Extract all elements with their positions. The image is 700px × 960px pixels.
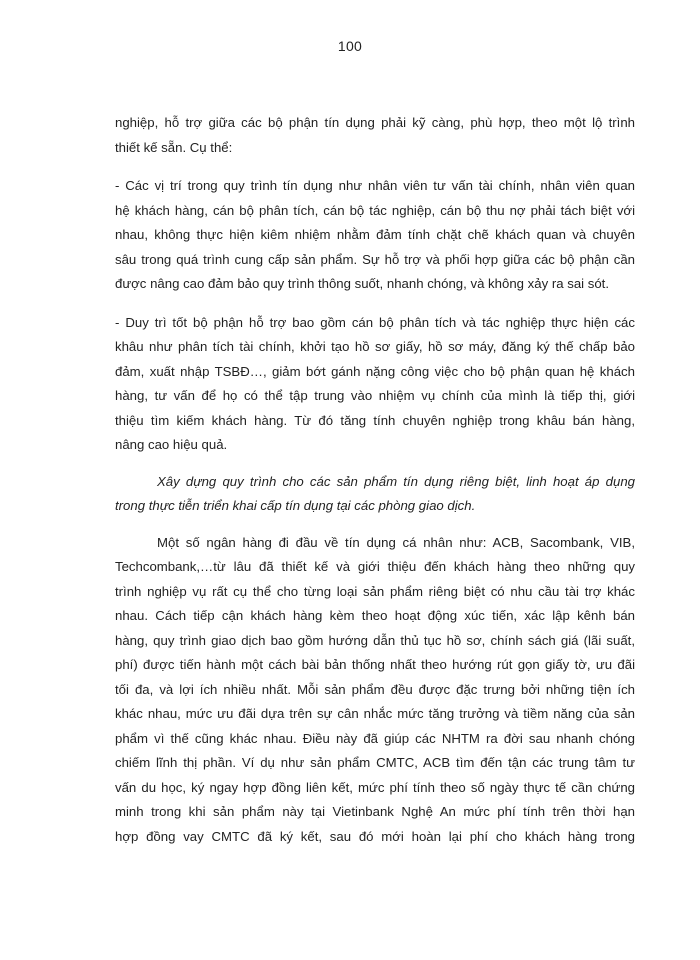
text-line: sâu trong quá trình cung cấp sản phẩm. Sự hỗ trợ và phối hợp giữa các bộ phận cần xyxy=(115,251,635,267)
text-line: phẩm vì thế cũng khác nhau. Điều này đã giúp các NHTM ra đời sau nhanh chóng xyxy=(115,730,635,746)
text-line: chiếm lĩnh thị phần. Ví dụ như sản phẩm CMTC, ACB tìm đến tận các trung tâm tư xyxy=(115,755,635,770)
page-number: 100 xyxy=(337,38,363,54)
paragraph-gap xyxy=(115,297,635,311)
text-line: minh trong khi sản phẩm này tại Vietinbank Nghệ An mức phí tính trên thời hạn xyxy=(115,804,635,819)
text-line: nhau. Cách tiếp cận khách hàng kèm theo hoạt động xúc tiến, xác lập kênh bán xyxy=(115,608,635,623)
text-line: thiết kế sẵn. Cụ thể: xyxy=(115,139,233,155)
text-line: hợp đồng vay CMTC đã ký kết, sau đó mới hoàn lại phí cho khách hàng trong xyxy=(115,828,635,844)
text-line: đảm, xuất nhập TSBĐ…, giảm bớt gánh nặng công việc cho bộ phận quan hệ khách xyxy=(115,363,635,379)
text-line: được nâng cao đảm bảo quy trình thông suốt, nhanh chóng, và không xảy ra sai sót. xyxy=(115,276,610,291)
paragraph-intro xyxy=(115,111,635,160)
text-line: trình nghiệp vụ rất cụ thể cho từng loại sản phẩm riêng biệt có nhu cầu tài trợ khác xyxy=(115,583,635,599)
paragraph-gap xyxy=(115,519,635,531)
text-line: Techcombank,…từ lâu đã thiết kế và giới thiệu đến khách hàng theo những quy xyxy=(115,559,635,574)
paragraph-bullet-positions xyxy=(115,174,635,297)
text-line: nhau, không thực hiện kiêm nhiệm nhằm đảm tính chặt chẽ khách quan và chuyên xyxy=(115,227,635,242)
page-content xyxy=(115,111,635,849)
text-line: tối đa, và lợi ích nhiều nhất. Mỗi sản phẩm đều được đặc trưng bởi những tiện ích xyxy=(115,681,635,697)
text-line: - Duy trì tốt bộ phận hỗ trợ bao gồm cán bộ phân tích và tác nghiệp thực hiện các xyxy=(115,314,635,330)
text-line: khác nhau, mức ưu đãi dựa trên sự cân nhắc mức tăng trưởng và tiềm năng của sản xyxy=(115,706,635,721)
text-line: vấn du học, ký ngay hợp đồng liên kết, mức phí tính theo số ngày thực tế cần chứng xyxy=(115,779,635,795)
text-line: trong thực tiễn triển khai cấp tín dụng tại các phòng giao dịch. xyxy=(115,498,476,513)
text-line: hàng, quy trình giao dịch bao gồm hướng dẫn thủ tục hồ sơ, chính sách giá (lãi suất, xyxy=(115,632,635,648)
paragraph-bullet-support xyxy=(115,311,635,458)
text-line: nâng cao hiệu quả. xyxy=(115,437,228,452)
text-line: khâu như phân tích tài chính, khởi tạo hồ sơ giấy, hồ sơ máy, đăng ký thế chấp bảo xyxy=(115,339,635,354)
paragraph-heading-italic xyxy=(115,470,635,519)
text-line: hệ khách hàng, cán bộ phân tích, cán bộ tác nghiệp, cán bộ thu nợ phải tách biệt với xyxy=(115,202,635,218)
paragraph-gap xyxy=(115,458,635,470)
paragraph-main-body xyxy=(115,531,635,850)
text-line: - Các vị trí trong quy trình tín dụng như nhân viên tư vấn tài chính, nhân viên quan xyxy=(115,178,635,193)
text-line: Một số ngân hàng đi đầu về tín dụng cá nhân như: ACB, Sacombank, VIB, xyxy=(157,534,635,550)
text-line: nghiệp, hỗ trợ giữa các bộ phận tín dụng phải kỹ càng, phù hợp, theo một lộ trình xyxy=(115,115,635,130)
text-line: hàng, tư vấn để họ có thể tập trung vào nhiệm vụ chính của mình là tiếp thị, giới xyxy=(115,388,635,403)
paragraph-gap xyxy=(115,160,635,174)
text-line: Xây dựng quy trình cho các sản phẩm tín dụng riêng biệt, linh hoạt áp dụng xyxy=(157,473,635,489)
text-line: thiệu tìm kiếm khách hàng. Từ đó tăng tính chuyên nghiệp trong khâu bán hàng, xyxy=(115,412,635,428)
text-line: phí) được tiến hành một cách bài bản thống nhất theo hướng rút gọn giấy tờ, ưu đãi xyxy=(115,657,635,672)
